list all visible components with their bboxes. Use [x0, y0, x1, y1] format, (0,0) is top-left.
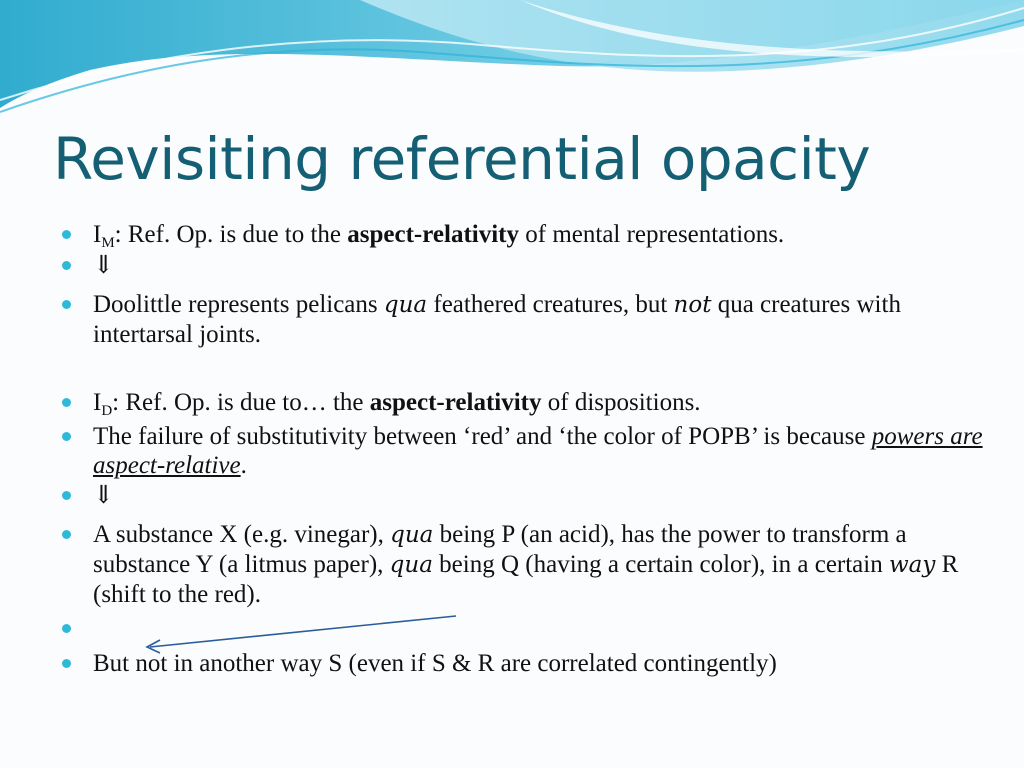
italic-term: qua [390, 522, 434, 548]
bullet-dot-icon [62, 530, 71, 539]
bullet-dot-icon [62, 230, 71, 239]
bullet-text: The failure of substitutivity between ‘red’ and ‘the color of POPB’ is because [93, 423, 872, 450]
underlined-phrase: powers are aspect-relative [93, 423, 983, 479]
bullet-text: But not in another way S (even if S & R are correlated contingently) [93, 650, 777, 677]
bold-term: aspect-relativity [369, 389, 542, 416]
bullet-dot-icon [62, 300, 71, 309]
bullet-item [62, 422, 992, 480]
bullet-dot-icon [62, 624, 71, 633]
italic-term: not [673, 292, 712, 318]
bullet-dot-icon [62, 261, 71, 270]
subject-symbol: I [93, 389, 102, 416]
bold-term: aspect-relativity [347, 221, 519, 248]
italic-term: way [888, 552, 936, 578]
annotation-arrow-icon [130, 600, 470, 660]
bullet-dot-icon [62, 432, 71, 441]
slide-title: Revisiting referential opacity [53, 125, 871, 193]
bullet-item [62, 481, 992, 510]
subject-subscript: M [101, 235, 115, 251]
bullet-text: . [240, 452, 247, 479]
bullet-text: of dispositions. [541, 389, 701, 416]
implies-arrow: ⇓ [93, 252, 114, 279]
bullet-text: being Q (having a certain color), in a certain [432, 551, 889, 578]
bullet-text: being P (an acid), has the power to transform a substance Y (a litmus paper), [93, 521, 907, 578]
bullet-item [62, 251, 992, 280]
subject-symbol: I [93, 221, 102, 248]
header-wave-decoration [0, 0, 1024, 140]
bullet-text: R (shift to the red). [93, 551, 959, 608]
italic-term: qua [389, 552, 433, 578]
bullet-text: A substance X (e.g. vinegar), [93, 521, 391, 548]
bullet-dot-icon [62, 398, 71, 407]
bullet-dot-icon [62, 659, 71, 668]
bullet-text: Doolittle represents pelicans [93, 291, 384, 318]
implies-arrow: ⇓ [93, 482, 114, 509]
bullet-text: qua creatures with intertarsal joints. [93, 291, 901, 348]
bullet-text: : Ref. Op. is due to… the [112, 389, 370, 416]
bullet-text: : Ref. Op. is due to the [114, 221, 348, 248]
bullet-item [62, 290, 992, 349]
bullet-dot-icon [62, 491, 71, 500]
bullet-item [62, 520, 992, 609]
bullet-text: feathered creatures, but [427, 291, 674, 318]
bullet-item [62, 388, 992, 426]
subject-subscript: D [101, 403, 113, 419]
italic-term: qua [383, 292, 428, 318]
bullet-text: of mental representations. [519, 221, 785, 248]
